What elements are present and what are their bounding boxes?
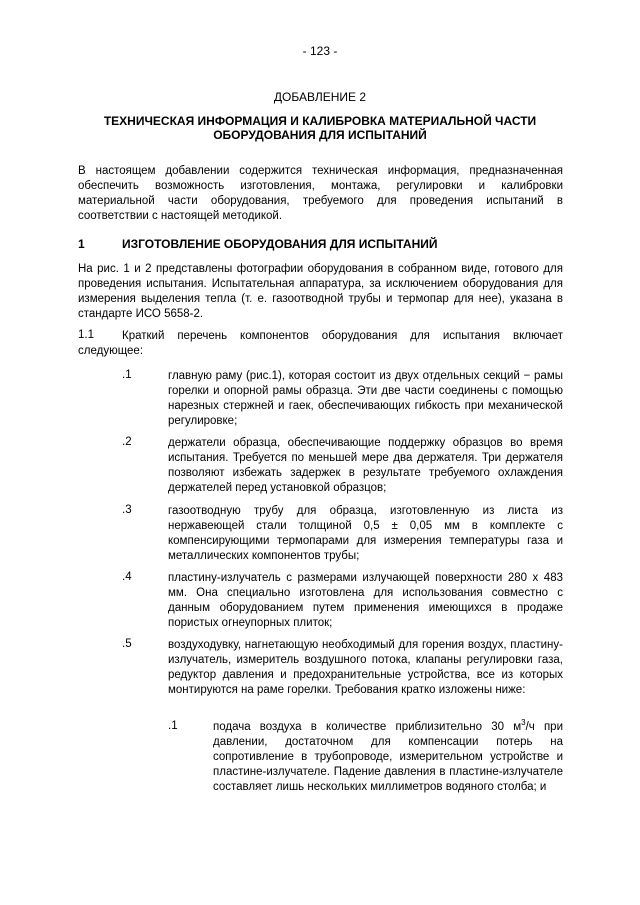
list-item-number: .1 — [122, 369, 132, 381]
sub-item-text-start: подача воздуха в количестве приблизительно 30 м — [213, 721, 522, 733]
list-item-text: газоотводную трубу для образца, изготовленную из листа из нержавеющей стали толщиной 0,5 ± 0,05 мм в комплекте с компенсирующими термопарами для измерения температуры газа и металлических компонентов трубы; — [168, 505, 563, 562]
annex-label: ДОБАВЛЕНИЕ 2 — [273, 90, 367, 104]
document-title: ТЕХНИЧЕСКАЯ ИНФОРМАЦИЯ И КАЛИБРОВКА МАТЕРИАЛЬНОЙ ЧАСТИ ОБОРУДОВАНИЯ ДЛЯ ИСПЫТАНИЙ — [103, 114, 537, 142]
section-1-paragraph: На рис. 1 и 2 представлены фотографии оборудования в собранном виде, готового для проведения испытания. Испытательная аппаратура, за исключением оборудования для измерения выделения тепла (т. е. газоотводной трубы и термопар для нее), указана в стандарте ИСО 5658-2. — [78, 263, 563, 320]
section-1-number: 1 — [78, 237, 85, 251]
list-item-text: пластину-излучатель с размерами излучающей поверхности 280 x 483 мм. Она специально изготовлена для использования совместно с данным оборудованием путем применения имеющихся в продаже пористых огнеупорных плиток; — [168, 572, 563, 629]
list-item-text: воздуходувку, нагнетающую необходимый для горения воздух, пластину-излучатель, измеритель воздушного потока, клапаны регулировки газа, редуктор давления и предохранительные устройства, все из которых монтируются на раме горелки. Требования кратко изложены ниже: — [168, 639, 563, 696]
list-item-number: .3 — [122, 504, 132, 516]
list-item-text: держатели образца, обеспечивающие поддержку образцов во время испытания. Требуется по меньшей мере два держателя. Три держателя позволяют избежать задержек в результате требуемого охлаждения держателей перед установкой образцов; — [168, 437, 563, 494]
sub-item-text-end: /ч при давлении, достаточном для компенсации потерь на сопротивление в трубопроводе, измерительном устройстве и пластине-излучателе. Падение давления в пластине-излучателе составляет лишь нескольких миллиметров водяного столба; и — [213, 721, 563, 793]
list-item-number: .5 — [122, 638, 132, 650]
clause-1-1-text: Краткий перечень компонентов оборудования для испытания включает следующее: — [78, 330, 563, 357]
section-1-heading: ИЗГОТОВЛЕНИЕ ОБОРУДОВАНИЯ ДЛЯ ИСПЫТАНИЙ — [122, 237, 438, 251]
page-number: - 123 - — [302, 44, 338, 58]
superscript: 3 — [521, 718, 526, 728]
sub-item-number: .1 — [168, 720, 178, 732]
intro-paragraph: В настоящем добавлении содержится техническая информация, предназначенная обеспечить возможность изготовления, монтажа, регулировки и калибровки материальной части оборудования, требуемого для проведения испытаний в соответствии с настоящей методикой. — [78, 165, 563, 222]
list-item-text: главную раму (рис.1), которая состоит из двух отдельных секций − рамы горелки и опорной рамы образца. Эти две части соединены с помощью нарезных стержней и гаек, обеспечивающих гибкость при механической регулировке; — [168, 370, 563, 427]
sub-item-text — [213, 720, 563, 795]
list-item-number: .2 — [122, 436, 132, 448]
clause-1-1-number: 1.1 — [78, 329, 94, 341]
list-item-number: .4 — [122, 571, 132, 583]
